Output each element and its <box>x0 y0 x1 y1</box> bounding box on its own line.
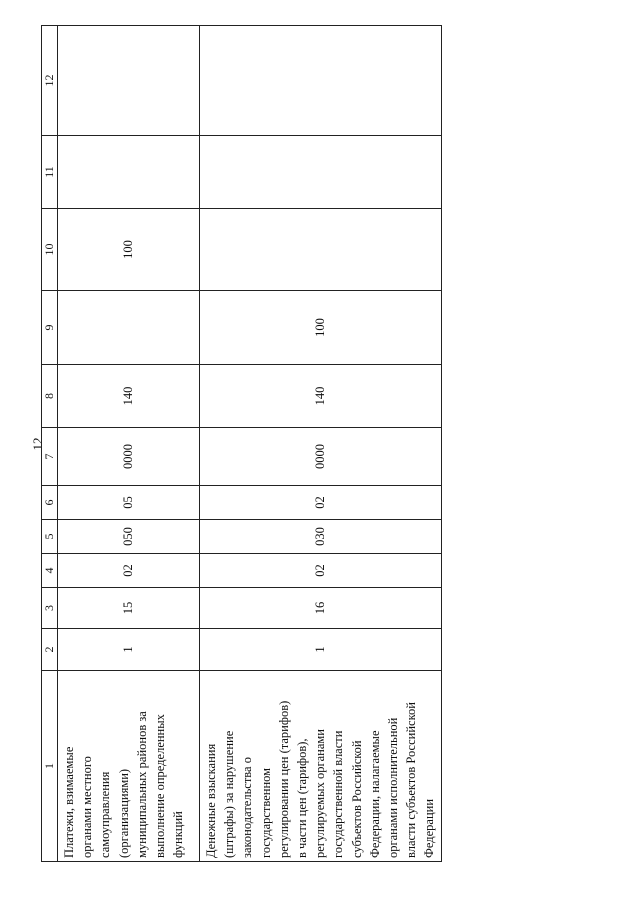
table-cell: 02 <box>58 554 200 588</box>
table-cell: 1 <box>200 629 442 671</box>
column-header: 10 <box>42 209 58 291</box>
table-cell <box>58 26 200 136</box>
header-row <box>42 26 58 862</box>
column-header: 3 <box>42 588 58 629</box>
table-cell: 050 <box>58 520 200 554</box>
table-cell: 16 <box>200 588 442 629</box>
table-cell: 15 <box>58 588 200 629</box>
table-row <box>58 26 200 862</box>
column-header: 6 <box>42 486 58 520</box>
table-cell: 1 <box>58 629 200 671</box>
table-cell: 0000 <box>200 428 442 486</box>
row-name-cell: Денежные взыскания (штрафы) за нарушение законодательства о государственном регулировании цен (тарифов) в части цен (тарифов), регулируемых органами государственной власти субъектов Российской Федерации, налагаемые органами исполнительной власти субъектов Российской Федерации <box>200 671 442 862</box>
table-cell: 100 <box>58 209 200 291</box>
table-cell: 02 <box>200 554 442 588</box>
table-cell <box>58 291 200 365</box>
budget-classification-table <box>41 25 442 862</box>
table-cell: 100 <box>200 291 442 365</box>
table-cell: 140 <box>58 365 200 428</box>
column-header: 7 <box>42 428 58 486</box>
table-cell: 05 <box>58 486 200 520</box>
page-number: 12 <box>30 437 45 451</box>
column-header: 4 <box>42 554 58 588</box>
column-header: 12 <box>42 26 58 136</box>
column-header: 11 <box>42 136 58 209</box>
rotated-table-container <box>41 26 437 862</box>
table-cell <box>200 136 442 209</box>
table-cell <box>58 136 200 209</box>
table-cell: 030 <box>200 520 442 554</box>
table-cell: 140 <box>200 365 442 428</box>
table-cell <box>200 26 442 136</box>
column-header: 9 <box>42 291 58 365</box>
column-header: 2 <box>42 629 58 671</box>
table-cell: 02 <box>200 486 442 520</box>
table-cell: 0000 <box>58 428 200 486</box>
column-header: 1 <box>42 671 58 862</box>
table-cell <box>200 209 442 291</box>
row-name-cell: Платежи, взимаемые органами местного самоуправления (организациями) муниципальных районов за выполнение определенных функций <box>58 671 200 862</box>
table-row <box>200 26 442 862</box>
column-header: 8 <box>42 365 58 428</box>
column-header: 5 <box>42 520 58 554</box>
